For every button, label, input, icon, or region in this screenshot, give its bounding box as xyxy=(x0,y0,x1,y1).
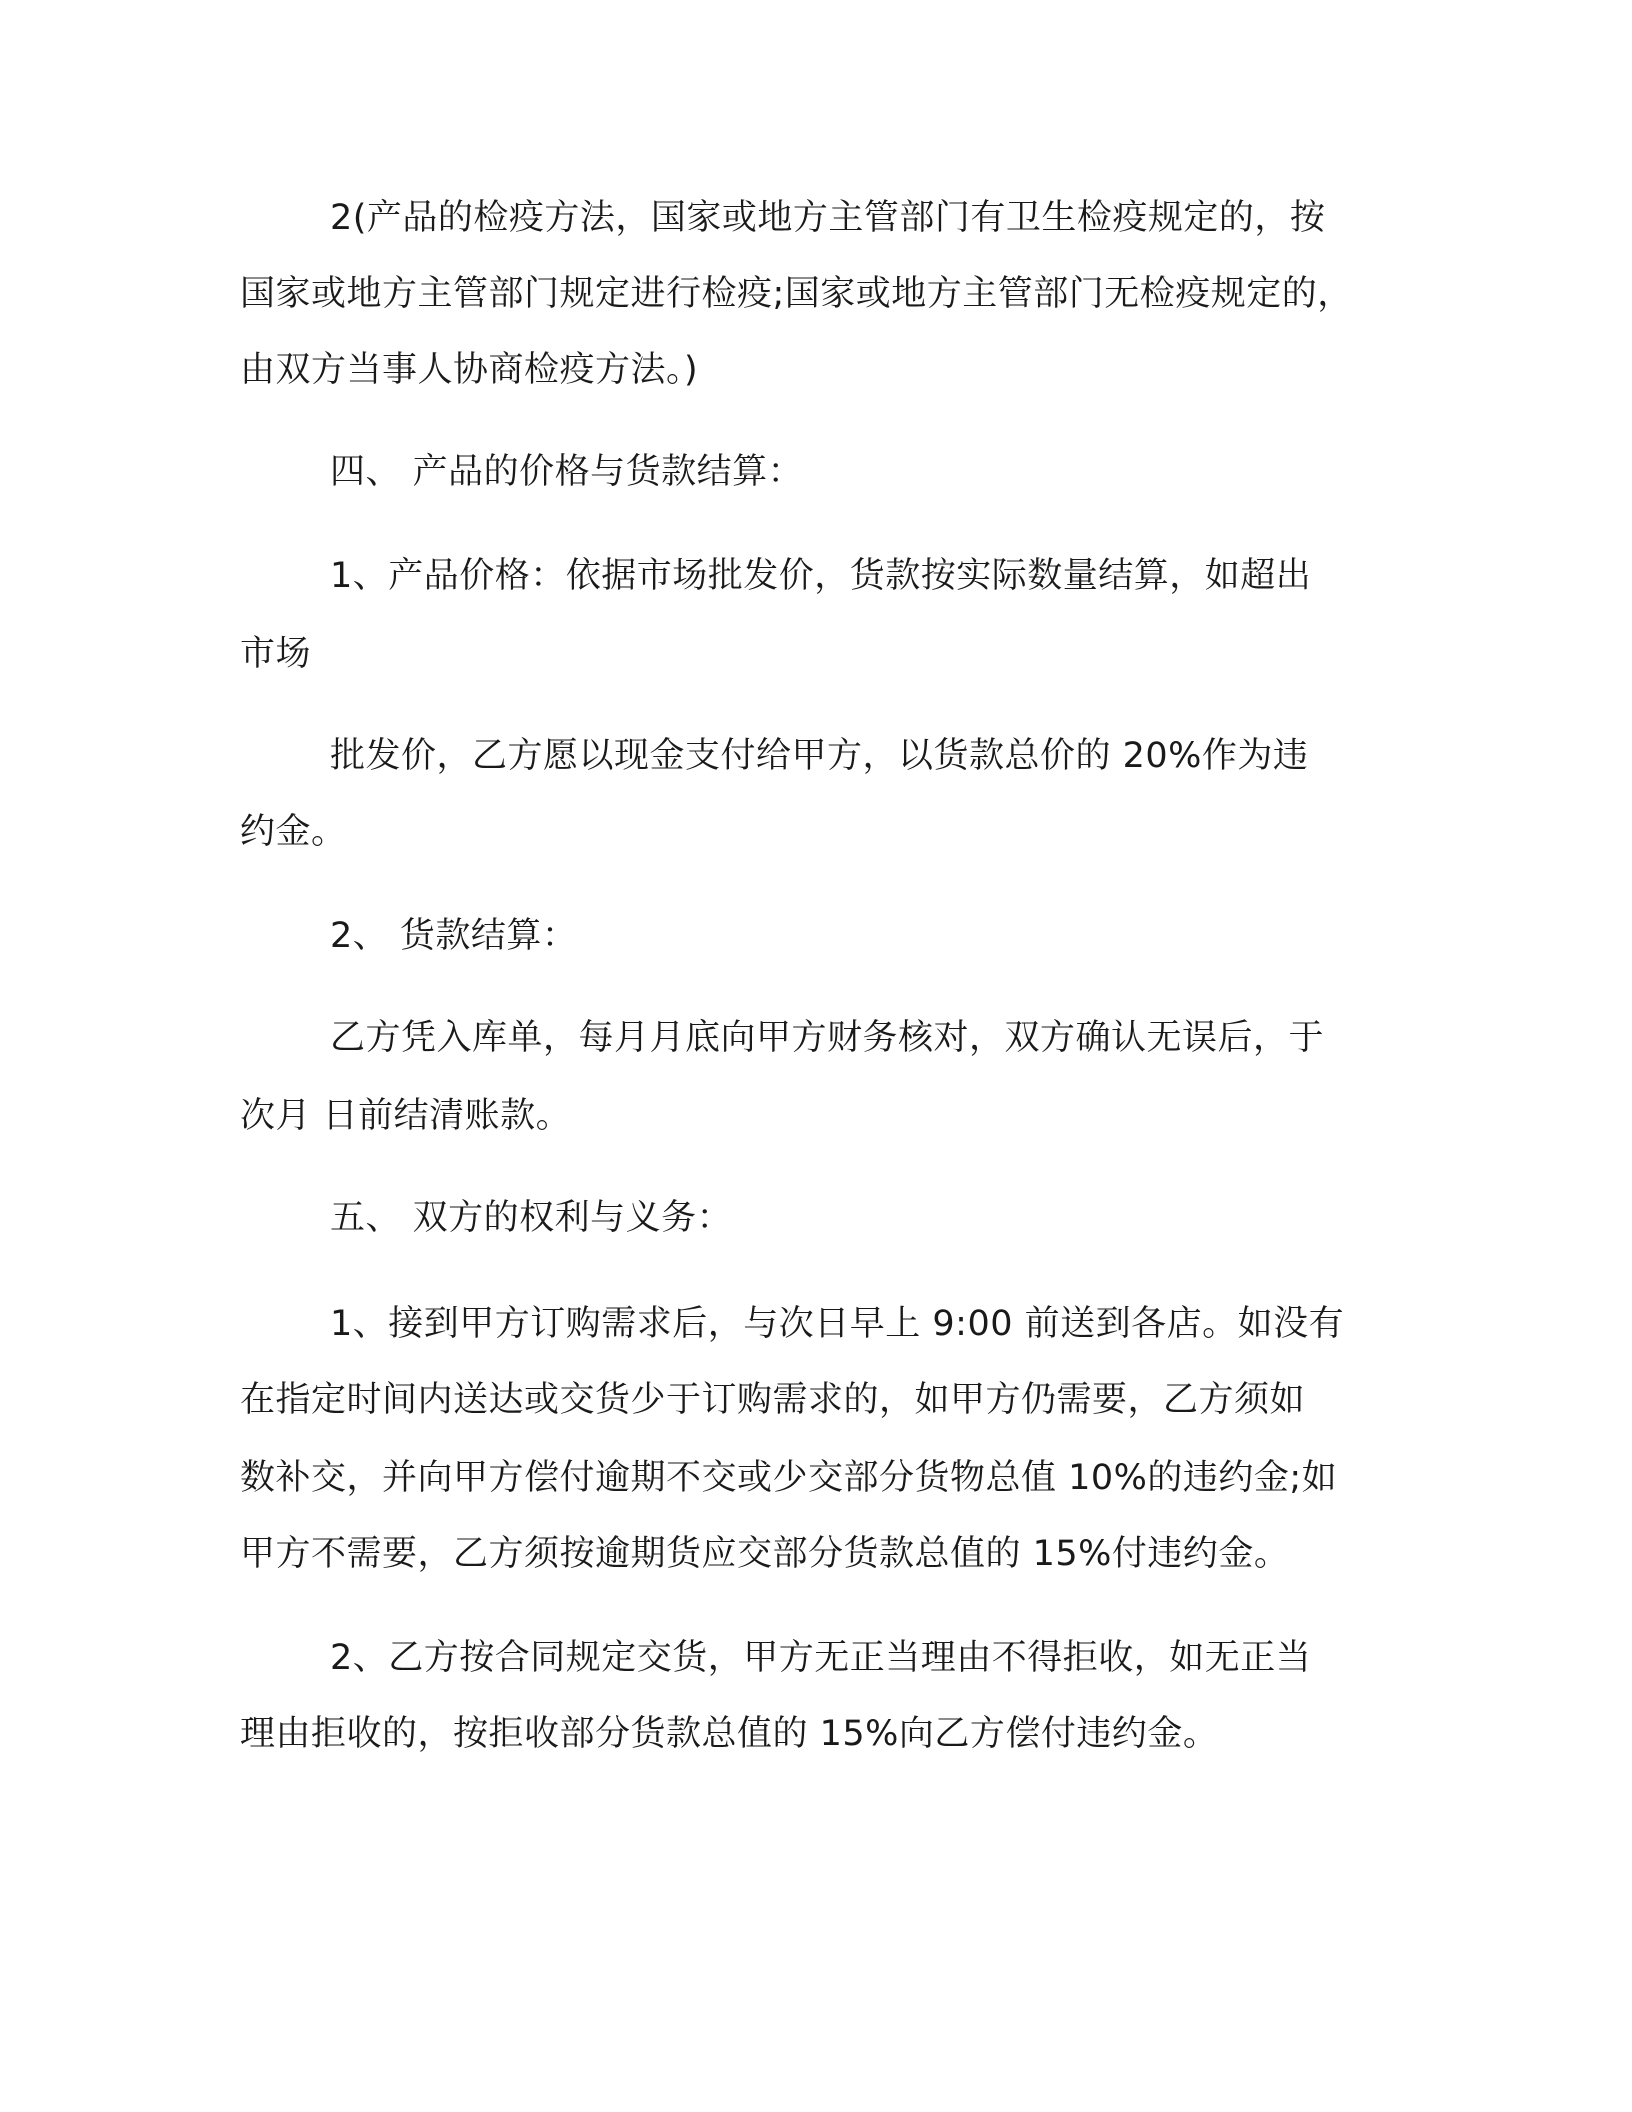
paragraph-settlement-line-2: 次月 日前结清账款。 xyxy=(240,1096,572,1136)
paragraph-rejection-line-2: 理由拒收的，按拒收部分货款总值的 15%向乙方偿付违约金。 xyxy=(240,1714,1219,1754)
paragraph-penalty-line-1: 批发价，乙方愿以现金支付给甲方，以货款总价的 20%作为违 xyxy=(330,736,1309,776)
paragraph-quarantine-line-2: 国家或地方主管部门规定进行检疫;国家或地方主管部门无检疫规定的， xyxy=(240,274,1353,314)
paragraph-delivery-line-1: 1、接到甲方订购需求后，与次日早上 9:00 前送到各店。如没有 xyxy=(330,1304,1345,1344)
section-heading-price-settlement: 四、 产品的价格与货款结算： xyxy=(330,452,804,492)
paragraph-price-line-1: 1、产品价格：依据市场批发价，货款按实际数量结算，如超出 xyxy=(330,556,1312,596)
subheading-payment-settlement: 2、 货款结算： xyxy=(330,916,578,956)
paragraph-delivery-line-4: 甲方不需要，乙方须按逾期货应交部分货款总值的 15%付违约金。 xyxy=(240,1534,1290,1574)
paragraph-quarantine-line-3: 由双方当事人协商检疫方法。) xyxy=(240,350,699,390)
paragraph-rejection-line-1: 2、乙方按合同规定交货，甲方无正当理由不得拒收，如无正当 xyxy=(330,1638,1312,1678)
section-heading-rights-obligations: 五、 双方的权利与义务： xyxy=(330,1198,733,1238)
paragraph-settlement-line-1: 乙方凭入库单，每月月底向甲方财务核对，双方确认无误后，于 xyxy=(330,1018,1325,1058)
paragraph-delivery-line-3: 数补交，并向甲方偿付逾期不交或少交部分货物总值 10%的违约金;如 xyxy=(240,1458,1338,1498)
paragraph-penalty-line-2: 约金。 xyxy=(240,812,347,852)
paragraph-delivery-line-2: 在指定时间内送达或交货少于订购需求的，如甲方仍需要，乙方须如 xyxy=(240,1380,1306,1420)
paragraph-price-line-2: 市场 xyxy=(240,634,312,674)
paragraph-quarantine-line-1: 2(产品的检疫方法，国家或地方主管部门有卫生检疫规定的，按 xyxy=(330,198,1326,238)
